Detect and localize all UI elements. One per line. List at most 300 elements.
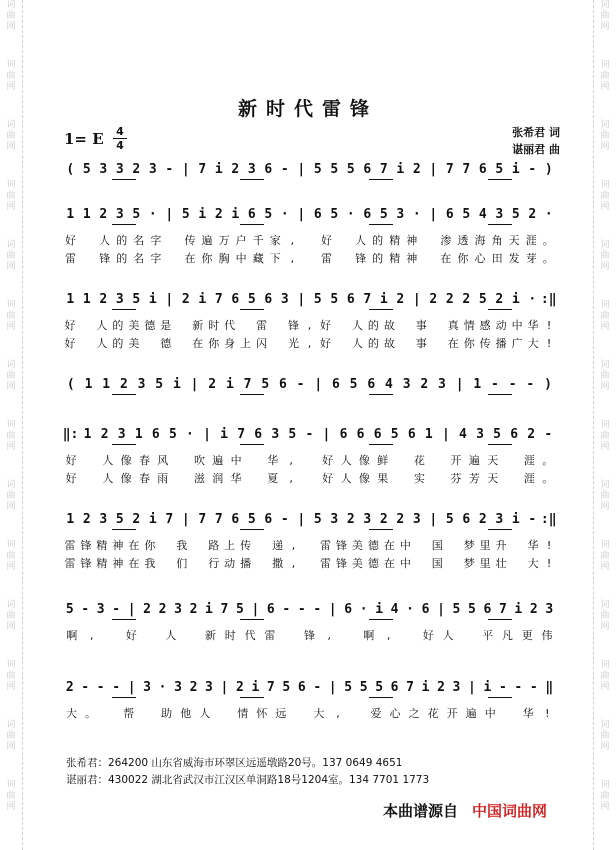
source-credit xyxy=(383,800,547,821)
note: 6 xyxy=(483,602,492,617)
lyric-char: 华 xyxy=(267,454,279,467)
lyric-char: 啊 xyxy=(66,629,78,642)
note: - xyxy=(528,512,537,527)
lyric-char: 名 xyxy=(133,234,145,247)
note: 2 xyxy=(412,162,421,177)
lyric-char: 真 xyxy=(447,319,459,332)
source-brand[interactable]: 中国词曲网 xyxy=(472,802,548,820)
note: 2 xyxy=(478,512,487,527)
watermark: 词 曲 网 xyxy=(6,600,16,632)
lyric-char xyxy=(509,538,525,554)
lyric-char: 更 xyxy=(521,629,533,642)
lyric-char xyxy=(158,538,174,554)
watermark: 词 曲 网 xyxy=(6,720,16,752)
note: - xyxy=(96,680,105,695)
note: 3 xyxy=(205,680,213,695)
note: 6 xyxy=(332,377,340,392)
note: 7 xyxy=(445,162,454,177)
note: 2 xyxy=(346,512,355,527)
lyric-char xyxy=(429,453,447,469)
note: 5 xyxy=(82,162,91,177)
watermark: 词 曲 网 xyxy=(6,300,16,332)
lyric-char xyxy=(392,453,410,469)
note: 6 xyxy=(344,602,353,617)
lyric-char: 。 xyxy=(85,707,97,720)
lyric-char: 万 xyxy=(218,234,230,247)
lyric-char: 锋 xyxy=(335,539,347,552)
lyric-char xyxy=(254,556,270,572)
lyric-char: 字 xyxy=(150,252,162,265)
lyric-char: 雷 xyxy=(264,629,276,642)
lyric-char: 遍 xyxy=(468,454,480,467)
barline: | xyxy=(251,602,260,617)
barline: | xyxy=(165,207,174,222)
lyric-char xyxy=(214,706,233,722)
lyric-char xyxy=(141,628,161,644)
barline: | xyxy=(429,162,438,177)
note: 6 xyxy=(266,602,275,617)
barline: | xyxy=(412,292,421,307)
lyric-char: 我 xyxy=(144,557,156,570)
note: ) xyxy=(544,162,553,177)
lyric-char xyxy=(458,628,478,644)
note: 5 xyxy=(181,207,190,222)
note: 6 xyxy=(264,162,273,177)
note: 3 xyxy=(396,207,405,222)
lyric-char xyxy=(245,471,263,487)
note: i xyxy=(220,427,228,442)
lyric-char: 上 xyxy=(240,337,252,350)
note: i xyxy=(514,602,523,617)
note: 5 xyxy=(346,162,355,177)
lyric-char: 在 xyxy=(128,557,140,570)
lyric-char xyxy=(333,318,349,334)
note: 2 xyxy=(235,680,244,695)
note: 3 xyxy=(115,292,124,307)
note: 5 xyxy=(261,377,270,392)
note: i xyxy=(251,680,260,695)
lyric-char: 在 xyxy=(383,557,395,570)
lyric-char: 华 xyxy=(230,472,242,485)
watermark: 词 曲 网 xyxy=(6,480,16,512)
lyric-char: 时 xyxy=(224,629,236,642)
lyrics-line xyxy=(62,706,557,722)
lyric-char: 人 xyxy=(102,472,114,485)
barline: | xyxy=(297,207,306,222)
lyric-char: 好 xyxy=(65,472,77,485)
lyric-char: 递 xyxy=(272,539,284,552)
lyric-char: 代 xyxy=(224,319,236,332)
note: 5 xyxy=(65,602,74,617)
lyric-char: , xyxy=(291,557,296,570)
lyric-char: 中 xyxy=(399,557,411,570)
note: 3 xyxy=(99,512,108,527)
lyric-char xyxy=(164,251,181,267)
note: - xyxy=(508,377,517,392)
lyric-char: 锋 xyxy=(80,557,92,570)
note: i xyxy=(511,512,520,527)
note: 6 xyxy=(231,292,240,307)
lyric-char: 涯 xyxy=(525,234,537,247)
lyric-char: 之 xyxy=(408,707,420,720)
lyric-char: 在 xyxy=(184,252,196,265)
watermark: 词 曲 网 xyxy=(600,420,610,452)
lyric-char: 新 xyxy=(192,319,204,332)
time-signature xyxy=(113,126,127,151)
note: 7 xyxy=(266,680,275,695)
lyric-char: 心 xyxy=(474,252,486,265)
watermark: 词 曲 网 xyxy=(6,120,16,152)
lyric-char xyxy=(190,538,206,554)
note: - xyxy=(498,680,507,695)
note: 5 xyxy=(478,292,487,307)
note: 2 xyxy=(429,292,438,307)
watermark: 词 曲 网 xyxy=(600,240,610,272)
key-signature: 1= E xyxy=(64,130,104,148)
lyric-char xyxy=(270,318,286,334)
beam-underline xyxy=(62,444,557,450)
lyric-char: 芬 xyxy=(450,472,462,485)
footer-contact-lyricist: 张希君：264200 山东省威海市环翠区远遥墩路20号。137 0649 4651 xyxy=(66,757,403,769)
note: 7 xyxy=(243,377,252,392)
lyric-char: 传 xyxy=(479,337,491,350)
note: 6 xyxy=(445,207,454,222)
lyric-char: 好 xyxy=(64,319,76,332)
note: - xyxy=(296,377,305,392)
lyric-char: 在 xyxy=(192,337,204,350)
lyric-char: 好 xyxy=(322,454,334,467)
lyric-char: 大 xyxy=(313,707,325,720)
note: 5 xyxy=(282,680,291,695)
footer-contact-composer: 谌丽君：430022 湖北省武汉市江汉区单洞路18号1204室。134 7701 1773 xyxy=(66,774,430,786)
note: i xyxy=(511,292,520,307)
lyric-char: 心 xyxy=(389,707,401,720)
lyric-char: 光 xyxy=(288,337,300,350)
lyric-char: , xyxy=(336,707,340,720)
lyric-char: 美 xyxy=(128,319,140,332)
note: 3 xyxy=(271,427,280,442)
lyric-char: 。 xyxy=(542,472,554,485)
barline: | xyxy=(455,377,464,392)
watermark: 词 曲 网 xyxy=(600,180,610,212)
lyric-char: 好 xyxy=(422,629,434,642)
lyric-char: 事 xyxy=(415,319,427,332)
lyric-char: 像 xyxy=(120,472,132,485)
note: 7 xyxy=(462,162,471,177)
note: 1 xyxy=(424,427,433,442)
note: 3 xyxy=(137,377,146,392)
note: · xyxy=(544,207,553,222)
lyric-char: 里 xyxy=(479,539,491,552)
lyric-char: 田 xyxy=(491,252,503,265)
watermark: 词 曲 网 xyxy=(6,0,16,32)
lyric-char: 中 xyxy=(235,252,247,265)
note: i xyxy=(483,680,492,695)
lyric-char xyxy=(445,538,461,554)
note: 7 xyxy=(214,292,223,307)
lyric-char: ! xyxy=(546,557,552,570)
lyric-char: 人 xyxy=(351,319,363,332)
lyric-char: 锋 xyxy=(99,252,111,265)
lyric-char: , xyxy=(290,234,295,247)
watermark: 词 曲 网 xyxy=(6,60,16,92)
lyric-char: 遍 xyxy=(201,234,213,247)
note: - xyxy=(529,680,538,695)
lyric-char: 像 xyxy=(358,454,370,467)
lyric-char: 壮 xyxy=(495,557,507,570)
note: 6 xyxy=(373,427,382,442)
lyric-char: 国 xyxy=(431,557,443,570)
watermark: 词 曲 网 xyxy=(600,600,610,632)
lyric-char xyxy=(445,556,461,572)
note: 5 xyxy=(313,292,322,307)
lyric-char: 发 xyxy=(508,252,520,265)
watermark: 词 曲 网 xyxy=(6,660,16,692)
lyric-char: 神 xyxy=(406,252,418,265)
lyric-char xyxy=(333,336,349,352)
beam-underline xyxy=(62,529,557,535)
barline: | xyxy=(322,427,331,442)
note: 7 xyxy=(237,427,246,442)
lyric-char: 传 xyxy=(184,234,196,247)
lyric-char xyxy=(172,471,190,487)
lyric-char xyxy=(502,453,520,469)
lyric-char: 故 xyxy=(383,337,395,350)
note: 2 xyxy=(527,427,536,442)
lyric-char: 美 xyxy=(351,539,363,552)
lyric-char: 鲜 xyxy=(377,454,389,467)
note: 5 xyxy=(452,602,461,617)
lyric-char: 的 xyxy=(116,234,128,247)
lyric-char: 名 xyxy=(133,252,145,265)
lyric-char xyxy=(102,628,122,644)
note: 7 xyxy=(198,162,207,177)
note: 2 xyxy=(396,512,405,527)
lyric-char: 你 xyxy=(201,252,213,265)
note: 2 xyxy=(379,512,388,527)
lyric-char: 时 xyxy=(208,319,220,332)
lyric-char: 人 xyxy=(442,629,454,642)
lyric-char: 上 xyxy=(224,539,236,552)
note: 2 xyxy=(100,427,109,442)
note: ( xyxy=(66,162,75,177)
lyric-char xyxy=(420,251,437,267)
note: 6 xyxy=(346,292,355,307)
note: 4 xyxy=(459,427,467,442)
note: 6 xyxy=(367,377,376,392)
beam-underline xyxy=(62,179,557,185)
lyric-char: 新 xyxy=(204,629,216,642)
barline: | xyxy=(297,292,306,307)
music-row xyxy=(62,510,557,530)
lyric-char: 好 xyxy=(319,319,331,332)
note: i xyxy=(172,377,181,392)
lyric-char: 的 xyxy=(112,319,124,332)
barline: | xyxy=(181,162,190,177)
note: · xyxy=(528,292,537,307)
barline: | xyxy=(165,292,174,307)
lyric-char xyxy=(301,251,318,267)
lyric-char: 春 xyxy=(138,472,150,485)
note: 6 xyxy=(247,207,256,222)
lyric-char: 中 xyxy=(484,707,496,720)
music-row xyxy=(62,290,557,310)
watermark: 词 曲 网 xyxy=(600,660,610,692)
watermark: 词 曲 网 xyxy=(600,720,610,752)
watermark: 词 曲 网 xyxy=(6,180,16,212)
note: 1 xyxy=(102,377,111,392)
lyric-char: 精 xyxy=(389,234,401,247)
lyric-char: 梦 xyxy=(463,539,475,552)
lyric-char: 。 xyxy=(542,454,554,467)
note: 6 xyxy=(363,162,372,177)
note: 2 xyxy=(437,680,445,695)
note: 3 xyxy=(452,680,461,695)
note: 1 xyxy=(473,377,482,392)
note: 5 xyxy=(132,207,141,222)
note: 5 xyxy=(313,512,322,527)
lyric-char: 德 xyxy=(367,557,379,570)
note: 7 xyxy=(498,602,507,617)
note: 1 xyxy=(82,207,91,222)
note: 4 xyxy=(390,602,399,617)
source-label: 本曲谱源自 xyxy=(383,802,459,820)
note: 2 xyxy=(99,292,108,307)
note: i xyxy=(214,162,223,177)
note: 3 xyxy=(495,207,504,222)
note: 2 xyxy=(143,602,151,617)
watermark: 词 曲 网 xyxy=(600,120,610,152)
note: 6 xyxy=(363,207,372,222)
meter-top: 4 xyxy=(116,125,124,138)
lyric-char: 怀 xyxy=(256,707,268,720)
lyric-char: 胸 xyxy=(218,252,230,265)
lyric-char: 人 xyxy=(355,234,367,247)
note: :‖ xyxy=(540,512,557,527)
note: 7 xyxy=(379,162,388,177)
note: ‖ xyxy=(545,680,554,695)
note: · xyxy=(412,207,421,222)
barline: | xyxy=(429,512,438,527)
note: · xyxy=(158,680,167,695)
lyric-char: 你 xyxy=(463,337,475,350)
note: - xyxy=(491,377,499,392)
note: 2 xyxy=(99,207,108,222)
lyric-char xyxy=(270,336,286,352)
note: 3 xyxy=(495,512,504,527)
note: 2 xyxy=(189,680,198,695)
lyric-char: 播 xyxy=(495,337,507,350)
barline: | xyxy=(328,680,337,695)
lyric-char: 好 xyxy=(125,629,137,642)
note: 5 xyxy=(495,162,504,177)
lyric-char xyxy=(301,233,318,249)
lyric-char: 感 xyxy=(479,319,491,332)
lyrics-line xyxy=(62,233,557,249)
barline: | xyxy=(127,680,136,695)
lyric-char: 雷 xyxy=(319,557,331,570)
note: 2 xyxy=(158,602,167,617)
watermark: 词 曲 网 xyxy=(600,360,610,392)
note: 1 xyxy=(84,377,93,392)
lyric-char: 海 xyxy=(474,234,486,247)
lyric-char: 你 xyxy=(208,337,220,350)
watermark: 词 曲 网 xyxy=(600,480,610,512)
music-row xyxy=(62,160,557,180)
lyricist-credit: 张希君 词 xyxy=(512,126,560,139)
watermark: 词 曲 网 xyxy=(600,780,610,812)
lyric-char: 里 xyxy=(479,557,491,570)
lyric-char: ! xyxy=(545,707,550,720)
note: 5 xyxy=(511,207,520,222)
note: 6 xyxy=(278,377,287,392)
note: - xyxy=(305,427,314,442)
lyric-char: , xyxy=(386,629,391,642)
lyric-char: 下 xyxy=(269,252,281,265)
lyric-char: 大 xyxy=(66,707,78,720)
note: 2 xyxy=(214,207,223,222)
note: 6 xyxy=(478,162,487,177)
lyric-char xyxy=(347,706,366,722)
lyric-char: 雷 xyxy=(64,557,76,570)
note: i xyxy=(198,292,207,307)
note: 5 xyxy=(330,207,339,222)
lyric-char: 撒 xyxy=(272,557,284,570)
note: 2 xyxy=(82,512,91,527)
lyric-char xyxy=(238,318,254,334)
lyric-char: 华 xyxy=(527,539,539,552)
note: 2 xyxy=(119,377,128,392)
barline: | xyxy=(468,680,476,695)
lyrics-line xyxy=(62,556,557,572)
lyric-char: 情 xyxy=(463,319,475,332)
lyric-char: 好 xyxy=(319,337,331,350)
lyrics-line xyxy=(62,628,557,644)
music-row xyxy=(62,600,557,620)
lyric-char: 雷 xyxy=(256,319,268,332)
note: 5 xyxy=(375,680,384,695)
note: 7 xyxy=(198,512,207,527)
note: 5 xyxy=(235,602,244,617)
lyric-char: 中 xyxy=(399,539,411,552)
note: 5 xyxy=(344,680,353,695)
lyric-char: 精 xyxy=(389,252,401,265)
note: 2 xyxy=(132,162,141,177)
lyric-char: 人 xyxy=(99,234,111,247)
lyric-char: 动 xyxy=(224,557,236,570)
lyric-char: 实 xyxy=(413,472,425,485)
lyric-char xyxy=(142,336,158,352)
note: 6 xyxy=(462,512,471,527)
note: 6 xyxy=(151,427,160,442)
lyric-char: 伟 xyxy=(541,629,553,642)
barline: | xyxy=(314,377,323,392)
lyric-char: 春 xyxy=(138,454,150,467)
lyric-char: 美 xyxy=(128,337,140,350)
lyric-char: 的 xyxy=(367,319,379,332)
lyric-char xyxy=(172,453,190,469)
barline: | xyxy=(437,602,445,617)
lyric-char: 遍 xyxy=(465,707,477,720)
note: 2 xyxy=(445,292,454,307)
note: 3 xyxy=(363,512,372,527)
note: 4 xyxy=(385,377,393,392)
note: 2 xyxy=(65,680,74,695)
lyric-char: 人 xyxy=(199,707,211,720)
lyric-char: 涯 xyxy=(523,472,535,485)
note: 5 xyxy=(330,162,339,177)
note: 3 xyxy=(117,427,126,442)
